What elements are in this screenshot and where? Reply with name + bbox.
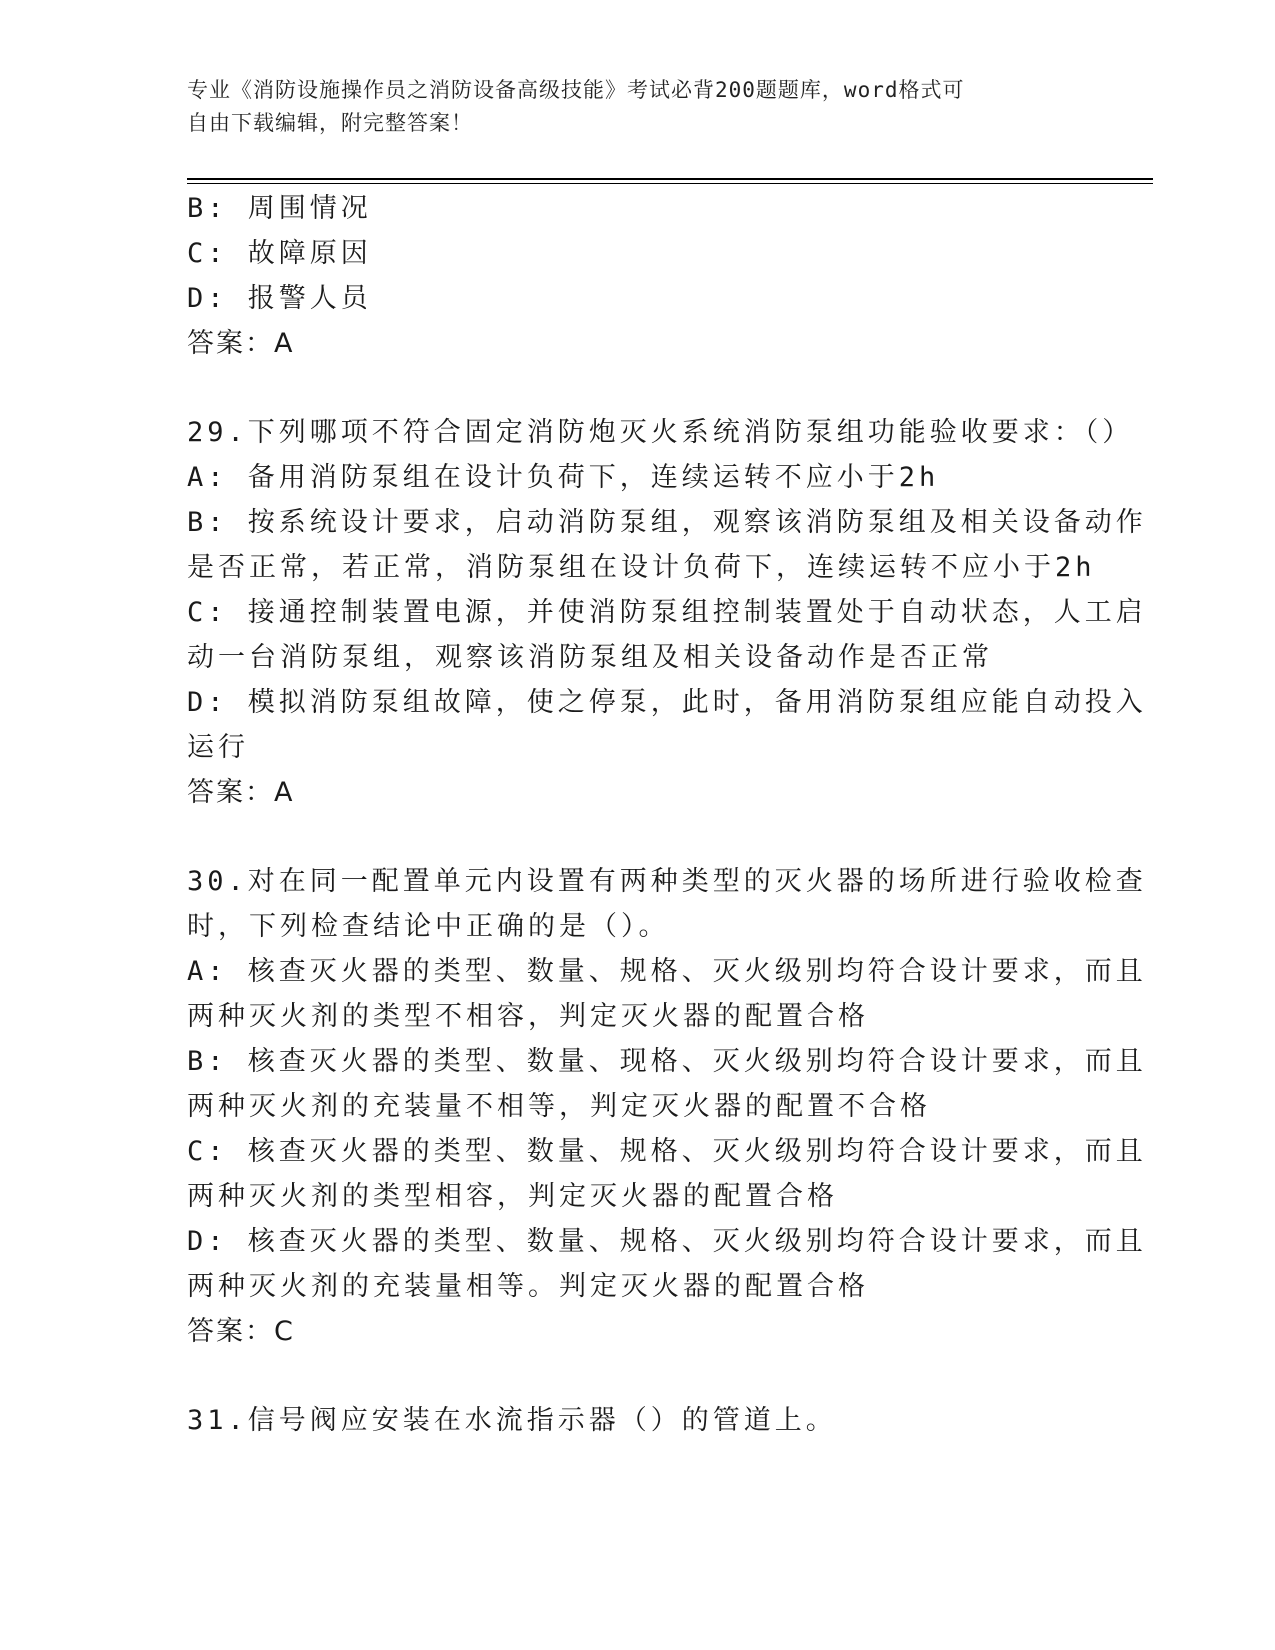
option-line: B: 周围情况 xyxy=(187,193,372,224)
option-line: A: 核查灭火器的类型、数量、规格、灭火级别均符合设计要求，而且 xyxy=(187,956,1147,987)
option-line: 是否正常，若正常，消防泵组在设计负荷下，连续运转不应小于2h xyxy=(187,552,1096,583)
document-header xyxy=(187,74,1067,140)
answer-line: 答案：A xyxy=(187,777,295,808)
question-line: 29.下列哪项不符合固定消防炮灭火系统消防泵组功能验收要求：（） xyxy=(187,417,1134,448)
option-line: C: 核查灭火器的类型、数量、规格、灭火级别均符合设计要求，而且 xyxy=(187,1136,1147,1167)
option-line: B: 按系统设计要求，启动消防泵组，观察该消防泵组及相关设备动作 xyxy=(187,507,1147,538)
option-line: A: 备用消防泵组在设计负荷下，连续运转不应小于2h xyxy=(187,462,940,493)
option-line: 动一台消防泵组，观察该消防泵组及相关设备动作是否正常 xyxy=(187,642,993,673)
question-line: 时，下列检查结论中正确的是（）。 xyxy=(187,911,670,942)
option-line: D: 报警人员 xyxy=(187,283,372,314)
question-29 xyxy=(187,410,1147,815)
header-divider xyxy=(187,178,1153,180)
header-line: 专业《消防设施操作员之消防设备高级技能》考试必背200题题库，word格式可 xyxy=(187,78,965,102)
option-line: B: 核查灭火器的类型、数量、现格、灭火级别均符合设计要求，而且 xyxy=(187,1046,1147,1077)
header-line: 自由下载编辑，附完整答案！ xyxy=(187,111,473,135)
question-30 xyxy=(187,859,1147,1354)
question-list xyxy=(187,186,1147,1443)
answer-line: 答案：A xyxy=(187,328,295,359)
option-line: 两种灭火剂的充装量相等。判定灭火器的配置合格 xyxy=(187,1271,869,1302)
option-line: D: 模拟消防泵组故障，使之停泵，此时，备用消防泵组应能自动投入 xyxy=(187,687,1147,718)
header-divider xyxy=(187,183,1153,184)
question-line: 31.信号阀应安装在水流指示器（）的管道上。 xyxy=(187,1405,837,1436)
question-28-tail xyxy=(187,186,1067,366)
question-31 xyxy=(187,1398,1067,1443)
option-line: C: 故障原因 xyxy=(187,238,372,269)
option-line: 两种灭火剂的充装量不相等，判定灭火器的配置不合格 xyxy=(187,1091,931,1122)
option-line: 运行 xyxy=(187,732,249,763)
answer-line: 答案：C xyxy=(187,1316,295,1347)
option-line: D: 核查灭火器的类型、数量、规格、灭火级别均符合设计要求，而且 xyxy=(187,1226,1147,1257)
option-line: C: 接通控制装置电源，并使消防泵组控制装置处于自动状态，人工启 xyxy=(187,597,1147,628)
question-line: 30.对在同一配置单元内设置有两种类型的灭火器的场所进行验收检查 xyxy=(187,866,1147,897)
option-line: 两种灭火剂的类型不相容，判定灭火器的配置合格 xyxy=(187,1001,869,1032)
option-line: 两种灭火剂的类型相容，判定灭火器的配置合格 xyxy=(187,1181,838,1212)
